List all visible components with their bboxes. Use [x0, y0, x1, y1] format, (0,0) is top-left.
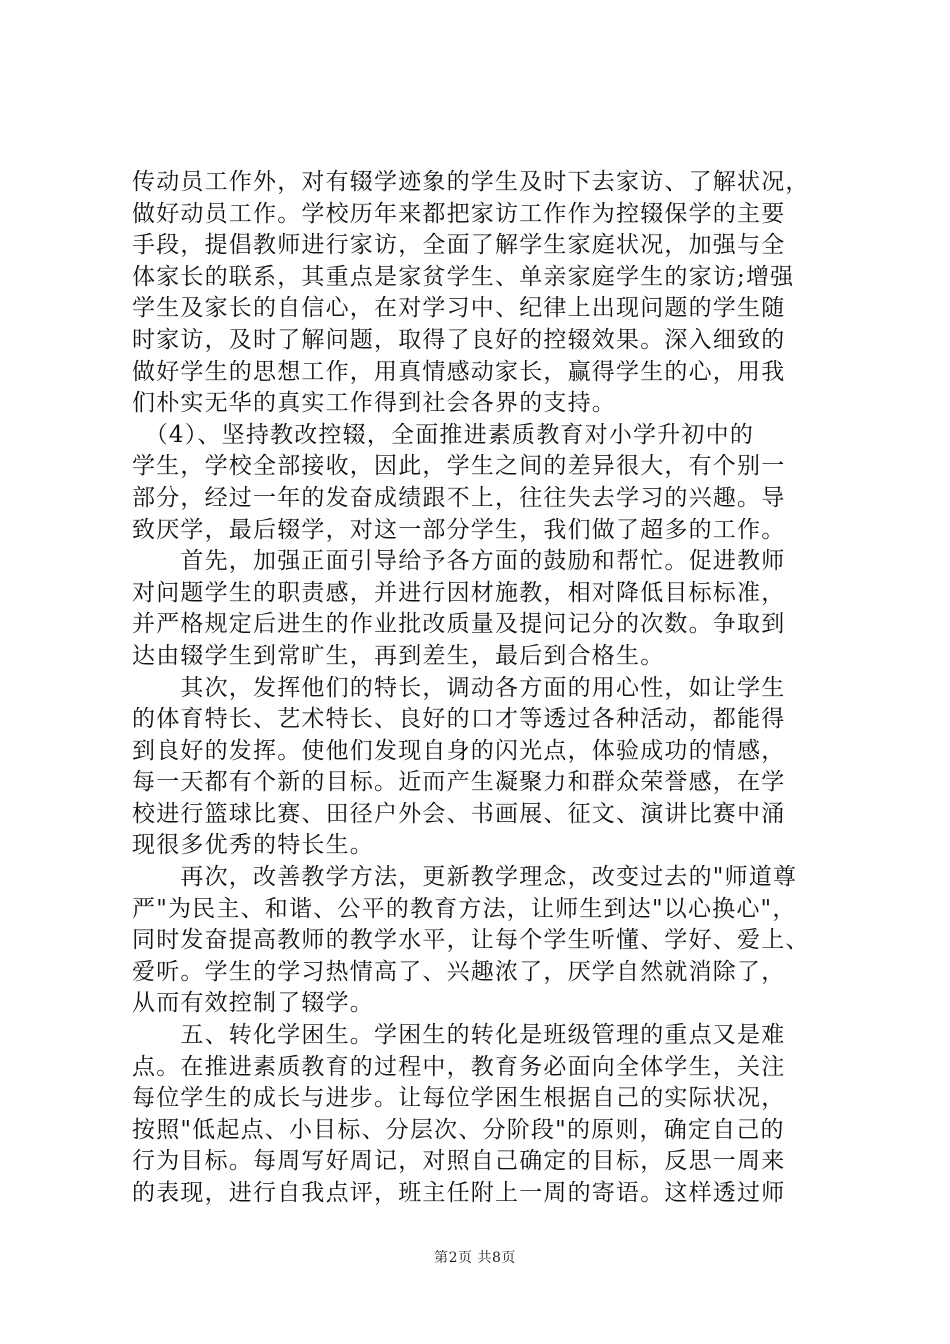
text-line: 并严格规定后进生的作业批改质量及提问记分的次数。争取到	[132, 611, 786, 638]
text-line: 的体育特长、艺术特长、良好的口才等透过各种活动，都能得	[132, 706, 786, 733]
document-body	[132, 167, 832, 1210]
text-line: 首先，加强正面引导给予各方面的鼓励和帮忙。促进教师	[132, 548, 786, 575]
text-line: 手段，提倡教师进行家访，全面了解学生家庭状况，加强与全	[132, 232, 786, 259]
text-line: （4）、坚持教改控辍，全面推进素质教育对小学升初中的	[132, 421, 755, 448]
text-line: 从而有效控制了辍学。	[132, 990, 374, 1017]
text-line: 点。在推进素质教育的过程中，教育务必面向全体学生，关注	[132, 1053, 786, 1080]
text-line: 按照"低起点、小目标、分层次、分阶段"的原则，确定自己的	[132, 1116, 785, 1143]
text-line: 致厌学，最后辍学，对这一部分学生，我们做了超多的工作。	[132, 516, 786, 543]
text-line: 其次，发挥他们的特长，调动各方面的用心性，如让学生	[132, 674, 786, 701]
text-line: 到良好的发挥。使他们发现自身的闪光点，体验成功的情感，	[132, 737, 786, 764]
text-line: 学生及家长的自信心，在对学习中、纪律上出现问题的学生随	[132, 295, 786, 322]
text-line: 每一天都有个新的目标。近而产生凝聚力和群众荣誉感，在学	[132, 769, 786, 796]
text-line: 们朴实无华的真实工作得到社会各界的支持。	[132, 390, 616, 417]
text-line: 每位学生的成长与进步。让每位学困生根据自己的实际状况，	[132, 1085, 786, 1112]
text-line: 同时发奋提高教师的教学水平，让每个学生听懂、学好、爱上、	[132, 927, 810, 954]
text-line: 五、转化学困生。学困生的转化是班级管理的重点又是难	[132, 1022, 786, 1049]
text-line: 对问题学生的职责感，并进行因材施教，相对降低目标标准，	[132, 579, 786, 606]
text-line: 体家长的联系，其重点是家贫学生、单亲家庭学生的家访;增强	[132, 263, 795, 290]
text-line: 严"为民主、和谐、公平的教育方法，让师生到达"以心换心"，	[132, 895, 797, 922]
text-line: 部分，经过一年的发奋成绩跟不上，往往失去学习的兴趣。导	[132, 484, 786, 511]
text-line: 学生，学校全部接收，因此，学生之间的差异很大，有个别一	[132, 453, 786, 480]
text-line: 达由辍学生到常旷生，再到差生，最后到合格生。	[132, 642, 665, 669]
text-line: 爱听。学生的学习热情高了、兴趣浓了，厌学自然就消除了，	[132, 958, 786, 985]
text-line: 校进行篮球比赛、田径户外会、书画展、征文、演讲比赛中涌	[132, 800, 786, 827]
text-line: 再次，改善教学方法，更新教学理念，改变过去的"师道尊	[132, 864, 798, 891]
page-number-footer: 第2页 共8页	[434, 1250, 516, 1266]
text-line: 现很多优秀的特长生。	[132, 832, 374, 859]
text-line: 传动员工作外，对有辍学迹象的学生及时下去家访、了解状况，	[132, 169, 810, 195]
text-line: 的表现，进行自我点评，班主任附上一周的寄语。这样透过师	[132, 1180, 786, 1206]
text-line: 做好学生的思想工作，用真情感动家长，赢得学生的心，用我	[132, 358, 786, 385]
text-line: 时家访，及时了解问题，取得了良好的控辍效果。深入细致的	[132, 326, 786, 353]
text-line: 行为目标。每周写好周记，对照自己确定的目标，反思一周来	[132, 1148, 786, 1175]
text-line: 做好动员工作。学校历年来都把家访工作作为控辍保学的主要	[132, 200, 786, 227]
